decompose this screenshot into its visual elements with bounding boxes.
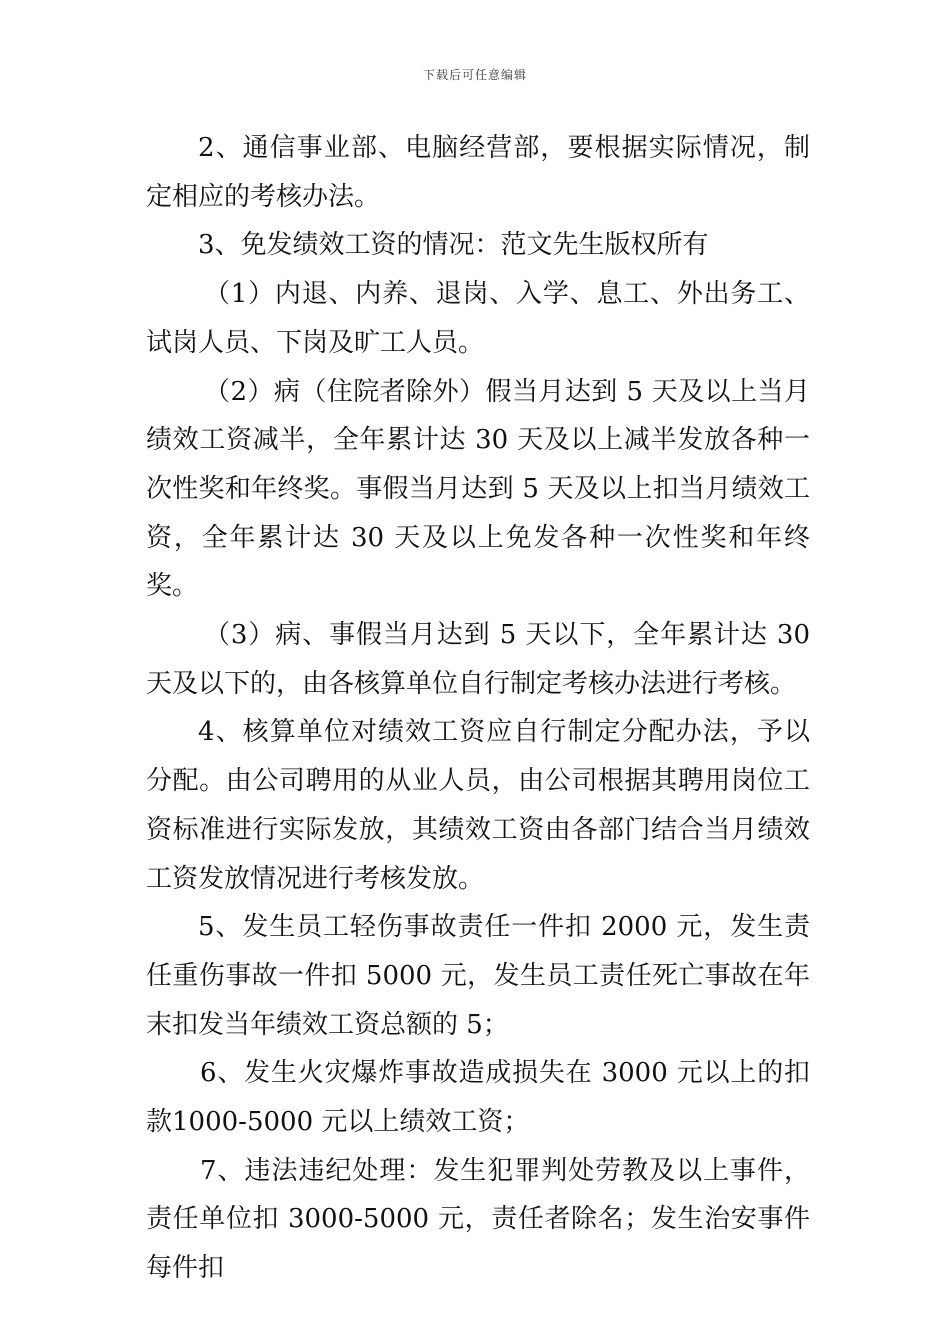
paragraph-item-3: 3、免发绩效工资的情况：范文先生版权所有: [198, 230, 709, 261]
paragraph-sub-3: （3）病、事假当月达到 5 天以下，全年累计达 30 天及以下的，由各核算单位自行制定考核办法进行考核。: [146, 620, 810, 699]
paragraph-item-6: 6、发生火灾爆炸事故造成损失在 3000 元以上的扣款1000-5000 元以上绩效工资；: [146, 1058, 810, 1138]
paragraph-sub-1: （1）内退、内养、退岗、入学、息工、外出务工、试岗人员、下岗及旷工人员。: [146, 279, 810, 358]
paragraph-item-7: 7、违法违纪处理：发生犯罪判处劳教及以上事件，责任单位扣 3000-5000 元，责任者除名；发生治安事件每件扣: [146, 1155, 810, 1284]
paragraph-item-5: 5、发生员工轻伤事故责任一件扣 2000 元，发生责任重伤事故一件扣 5000 元，发生员工责任死亡事故在年末扣发当年绩效工资总额的 5；: [146, 912, 810, 1040]
header-note: 下载后可任意编辑: [422, 68, 527, 82]
paragraph-sub-2: （2）病（住院者除外）假当月达到 5 天及以上当月绩效工资减半，全年累计达 30 天及以上减半发放各种一次性奖和年终奖。事假当月达到 5 天及以上扣当月绩效工资，全年累计达 30 天及以上免发各种一次性奖和年终奖。: [146, 376, 810, 602]
paragraph-item-2: 2、通信事业部、电脑经营部，要根据实际情况，制定相应的考核办法。: [146, 133, 810, 212]
document-body: [146, 124, 810, 1293]
paragraph-item-4: 4、核算单位对绩效工资应自行制定分配办法，予以分配。由公司聘用的从业人员，由公司根据其聘用岗位工资标准进行实际发放，其绩效工资由各部门结合当月绩效工资发放情况进行考核发放。: [146, 717, 810, 894]
